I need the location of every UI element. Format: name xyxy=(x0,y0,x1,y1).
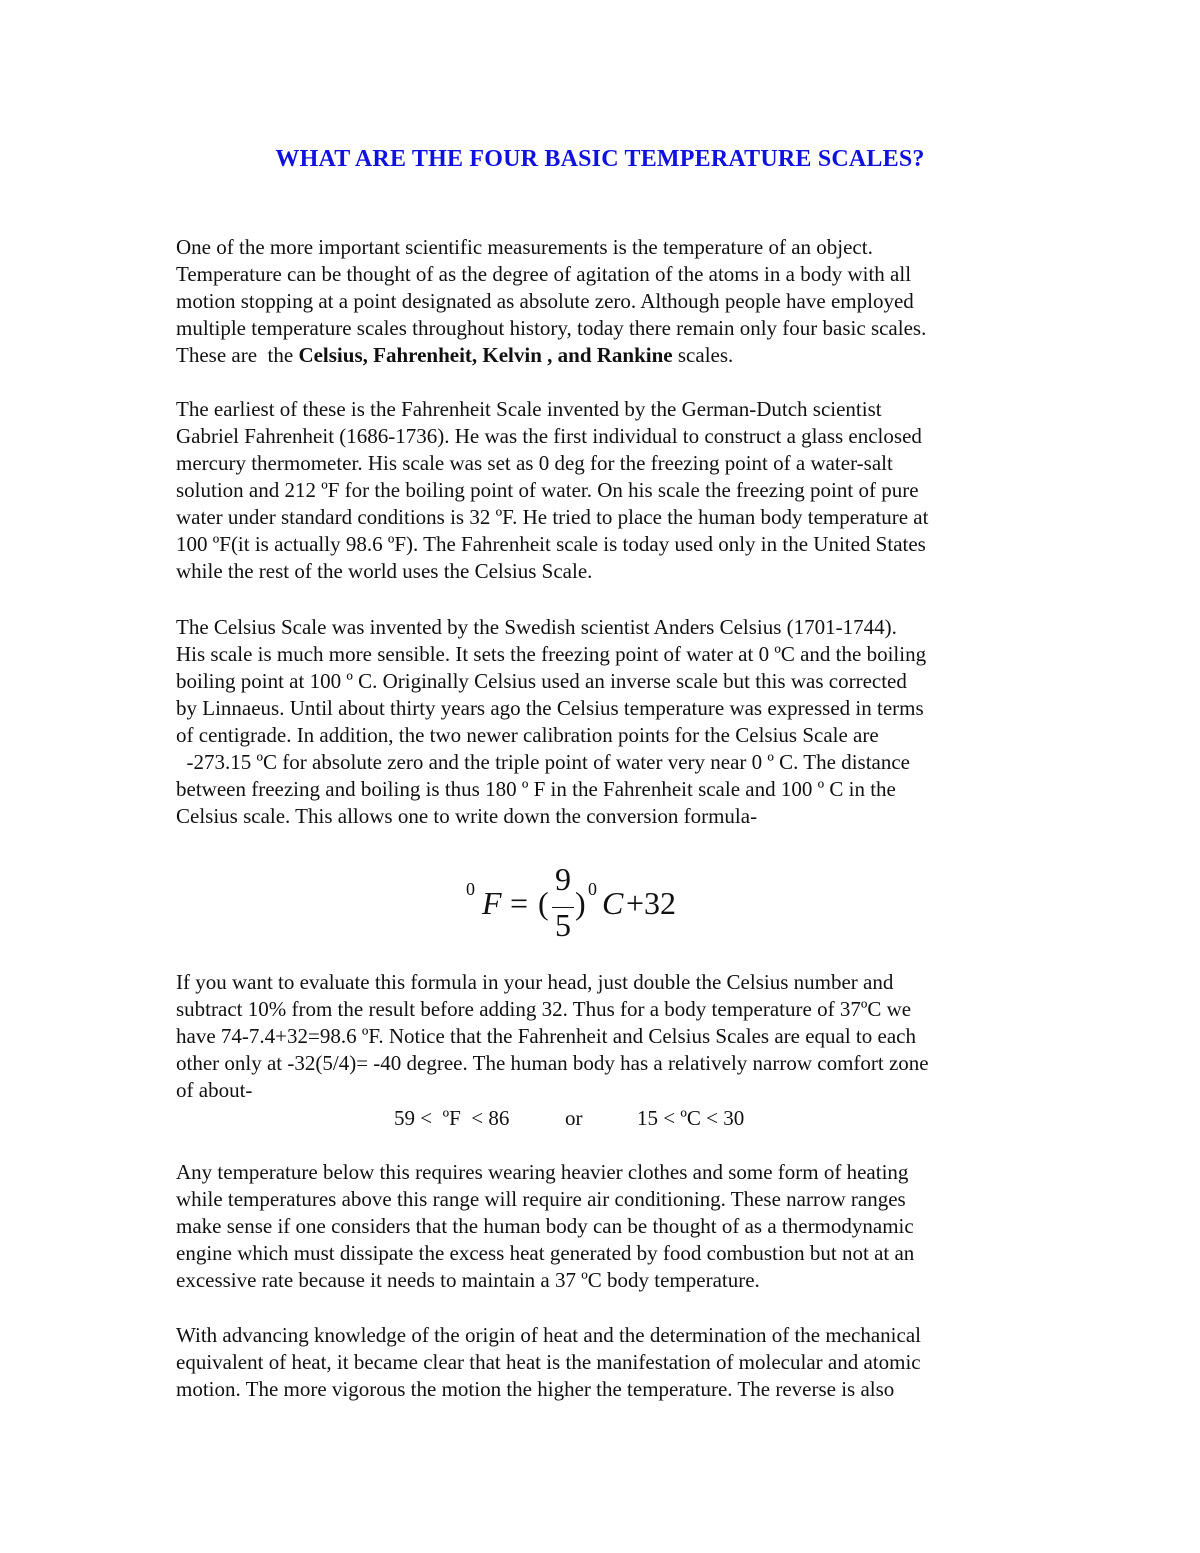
text-line: make sense if one considers that the human body can be thought of as a thermodynamic xyxy=(176,1214,914,1238)
text-line: subtract 10% from the result before adding 32. Thus for a body temperature of 37ºC we xyxy=(176,997,912,1021)
text-span: These are the xyxy=(176,343,299,367)
text-line xyxy=(176,342,1036,369)
text-line: between freezing and boiling is thus 180 º F in the Fahrenheit scale and 100 º C in the xyxy=(176,777,896,801)
text-line: engine which must dissipate the excess heat generated by food combustion but not at an xyxy=(176,1241,915,1265)
formula-fahrenheit-symbol: F xyxy=(482,885,502,921)
text-line: Temperature can be thought of as the degree of agitation of the atoms in a body with all xyxy=(176,262,912,286)
scale-names-bold: Celsius, Fahrenheit, Kelvin , and Rankine xyxy=(298,343,673,367)
text-line: solution and 212 ºF for the boiling point of water. On his scale the freezing point of pure xyxy=(176,478,919,502)
formula-plus-constant: +32 xyxy=(626,885,677,921)
text-line: With advancing knowledge of the origin of heat and the determination of the mechanical xyxy=(176,1323,921,1347)
text-line: equivalent of heat, it became clear that heat is the manifestation of molecular and atomic xyxy=(176,1350,921,1374)
formula-superscript-degree: 0 xyxy=(466,879,475,899)
comfort-range-fahrenheit: 59 < ºF < 86 xyxy=(394,1106,510,1130)
conversion-formula xyxy=(466,861,706,945)
text-line: Any temperature below this requires wearing heavier clothes and some form of heating xyxy=(176,1160,909,1184)
text-line: motion. The more vigorous the motion the higher the temperature. The reverse is also xyxy=(176,1377,895,1401)
text-line: The Celsius Scale was invented by the Swedish scientist Anders Celsius (1701-1744). xyxy=(176,615,897,639)
text-line: other only at -32(5/4)= -40 degree. The human body has a relatively narrow comfort zone xyxy=(176,1051,929,1075)
text-line: His scale is much more sensible. It sets the freezing point of water at 0 ºC and the boiling xyxy=(176,642,927,666)
text-line: One of the more important scientific measurements is the temperature of an object. xyxy=(176,235,873,259)
text-span: scales. xyxy=(672,343,734,367)
text-line: while temperatures above this range will require air conditioning. These narrow ranges xyxy=(176,1187,906,1211)
paragraph-intro xyxy=(176,234,1036,369)
text-line: excessive rate because it needs to maintain a 37 ºC body temperature. xyxy=(176,1268,760,1292)
text-line: mercury thermometer. His scale was set as 0 deg for the freezing point of a water-salt xyxy=(176,451,893,475)
formula-open-paren: ( xyxy=(538,885,549,921)
comfort-range-or: or xyxy=(565,1106,583,1130)
page-title: WHAT ARE THE FOUR BASIC TEMPERATURE SCALES? xyxy=(275,146,925,172)
text-line: motion stopping at a point designated as absolute zero. Although people have employed xyxy=(176,289,914,313)
text-line: 100 ºF(it is actually 98.6 ºF). The Fahrenheit scale is today used only in the United States xyxy=(176,532,926,556)
paragraph-celsius xyxy=(176,614,1036,830)
formula-numerator: 9 xyxy=(555,861,571,897)
text-line: The earliest of these is the Fahrenheit Scale invented by the German-Dutch scientist xyxy=(176,397,882,421)
comfort-range-celsius: 15 < ºC < 30 xyxy=(637,1106,745,1130)
text-line: If you want to evaluate this formula in your head, just double the Celsius number and xyxy=(176,970,894,994)
text-line: Celsius scale. This allows one to write down the conversion formula- xyxy=(176,804,758,828)
formula-celsius-symbol: C xyxy=(602,885,624,921)
text-line: water under standard conditions is 32 ºF. He tried to place the human body temperature at xyxy=(176,505,929,529)
text-line: while the rest of the world uses the Celsius Scale. xyxy=(176,559,593,583)
text-line: boiling point at 100 º C. Originally Celsius used an inverse scale but this was corrected xyxy=(176,669,907,693)
text-line: by Linnaeus. Until about thirty years ago the Celsius temperature was expressed in terms xyxy=(176,696,924,720)
text-line: -273.15 ºC for absolute zero and the triple point of water very near 0 º C. The distance xyxy=(176,750,910,774)
text-line: have 74-7.4+32=98.6 ºF. Notice that the Fahrenheit and Celsius Scales are equal to each xyxy=(176,1024,916,1048)
paragraph-comfort-zone xyxy=(176,1159,1036,1294)
text-line: of about- xyxy=(176,1078,253,1102)
formula-denominator: 5 xyxy=(555,907,571,943)
formula-equals: = xyxy=(510,885,529,921)
paragraph-fahrenheit xyxy=(176,396,1036,585)
text-line: of centigrade. In addition, the two newer calibration points for the Celsius Scale are xyxy=(176,723,879,747)
paragraph-mental-conversion xyxy=(176,969,1036,1104)
formula-close-paren: ) xyxy=(575,885,586,921)
text-line: multiple temperature scales throughout history, today there remain only four basic scales. xyxy=(176,316,927,340)
text-line: Gabriel Fahrenheit (1686-1736). He was the first individual to construct a glass enclosed xyxy=(176,424,922,448)
formula-superscript-degree: 0 xyxy=(588,879,597,899)
paragraph-heat-motion xyxy=(176,1322,1036,1403)
